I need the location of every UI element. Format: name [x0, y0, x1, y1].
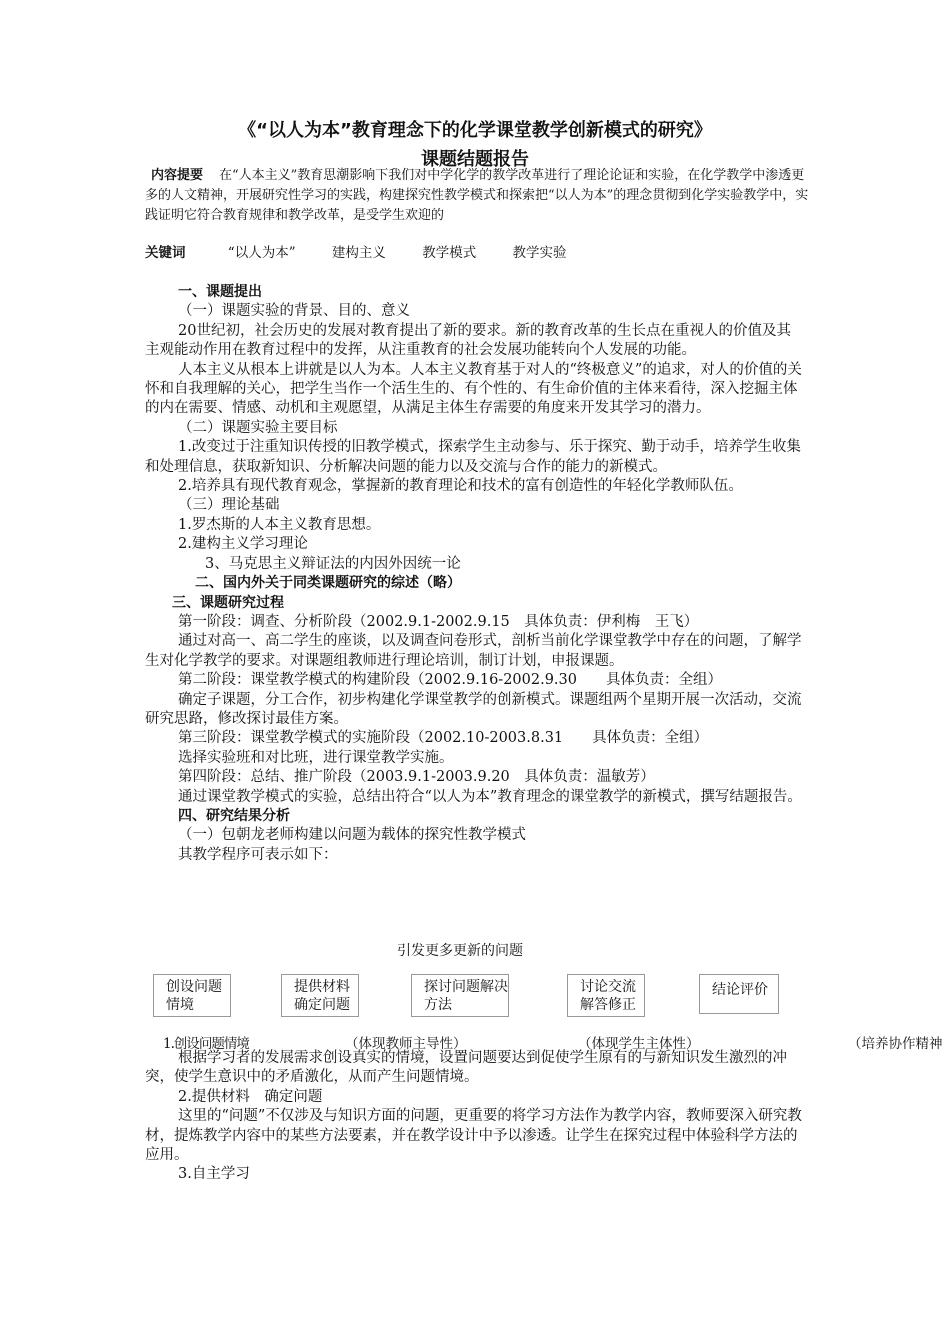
paragraph: 人本主义从根本上讲就是以人为本。人本主义教育基于对人的“终极意义”的追求，对人的价值的关怀和自我理解的关心，把学生当作一个活生生的、有个性的、有生命价值的主体来看待，深入挖掘主体的内在需要、情感、动机和主观愿望，从满足主体生存需要的角度来开发其学习的潜力。	[145, 361, 802, 417]
flow-box-discuss	[567, 974, 645, 1017]
paragraph: 1.罗杰斯的人本主义教育思想。	[178, 516, 381, 533]
paragraph: 其教学程序可表示如下：	[178, 846, 338, 863]
flow-box-line: 提供材料	[294, 979, 350, 995]
paragraph: 1.改变过于注重知识传授的旧教学模式，探索学生主动参与、乐于探究、勤于动手，培养学生收集和处理信息，获取新知识、分析解决问题的能力以及交流与合作的能力的新模式。	[145, 439, 801, 475]
paragraph: 第一阶段：调查、分析阶段（2002.9.1-2002.9.15 具体负责：伊利梅 王飞）	[178, 613, 699, 630]
abstract	[145, 166, 810, 226]
report-subtitle: 课题结题报告	[421, 149, 529, 170]
section-heading: 一、课题提出	[178, 284, 262, 300]
flow-box-create-situation	[153, 974, 231, 1017]
report-body	[145, 282, 805, 865]
keywords	[145, 243, 825, 263]
paragraph: 3、马克思主义辩证法的内因外因统一论	[205, 555, 461, 572]
paragraph: 选择实验班和对比班，进行课堂教学实施。	[178, 749, 454, 766]
paragraph: 2.建构主义学习理论	[178, 536, 308, 553]
paragraph: 20世纪初，社会历史的发展对教育提出了新的要求。新的教育改革的生长点在重视人的价值及其主观能动作用在教育过程中的发挥，从注重教育的社会发展功能转向个人发展的功能。	[145, 322, 791, 359]
paragraph: 通过课堂教学模式的实验，总结出符合“以人为本”教育理念的课堂教学的新模式，撰写结题报告。	[178, 788, 802, 805]
keyword-item: 教学模式	[422, 245, 477, 261]
section-heading: 二、国内外关于同类课题研究的综述（略）	[195, 575, 461, 592]
section-heading: 三、课题研究过程	[172, 594, 284, 611]
flow-box-line: 探讨问题解决	[424, 979, 508, 995]
abstract-label: 内容提要	[151, 168, 204, 183]
paragraph: 第四阶段：总结、推广阶段（2003.9.1-2003.9.20 具体负责：温敏芳）	[178, 769, 655, 786]
paragraph: 确定子课题，分工合作，初步构建化学课堂教学的创新模式。课题组两个星期开展一次活动，交流研究思路，修改探讨最佳方案。	[145, 691, 802, 727]
subsection-heading: （一）课题实验的背景、目的、意义	[178, 303, 410, 320]
flow-box-line: 创设问题	[166, 979, 222, 995]
flow-role-student: （体现学生主体性）	[578, 1036, 700, 1052]
section-heading: 四、研究结果分析	[178, 807, 290, 824]
paragraph: 根据学习者的发展需求创设真实的情境，设置问题要达到促使学生原有的与新知识发生激烈的冲突，使学生意识中的矛盾激化，从而产生问题情境。	[145, 1050, 787, 1086]
subsection-heading: （二）课题实验主要目标	[178, 419, 338, 436]
paragraph: 3.自主学习	[178, 1166, 250, 1183]
report-body-continued	[145, 1049, 805, 1185]
flow-box-line: 解答修正	[580, 997, 636, 1013]
flow-box-line: 结论评价	[712, 982, 768, 998]
subsection-heading: （三）理论基础	[178, 497, 280, 514]
flow-box-line: 确定问题	[294, 997, 350, 1013]
keyword-item: “以人为本”	[227, 245, 296, 261]
paragraph: 2.培养具有现代教育观念，掌握新的教育理论和技术的富有创造性的年轻化学教师队伍。	[178, 478, 743, 495]
keyword-item: 教学实验	[512, 245, 567, 261]
flow-box-conclusion	[699, 974, 779, 1014]
abstract-text: 在“人本主义”教育思潮影响下我们对中学化学的教学改革进行了理论论证和实验，在化学教学中渗透更多的人文精神，开展研究性学习的实践，构建探究性教学模式和探索把“以人为本”的理念贯彻到化学实验教学中，实践证明它符合教育规律和教学改革，是受学生欢迎的	[145, 168, 809, 223]
flow-box-line: 讨论交流	[580, 979, 636, 995]
flow-box-line: 情境	[166, 997, 194, 1013]
paragraph: 这里的“问题”不仅涉及与知识方面的问题，更重要的将学习方法作为教学内容，教师要深入研究教材，提炼教学内容中的某些方法要素，并在教学设计中予以渗透。让学生在探究过程中体验科学方法的应用。	[145, 1108, 802, 1164]
flow-box-line: 方法	[424, 997, 452, 1013]
flow-loop-label: 引发更多更新的问题	[397, 943, 523, 959]
report-title: 《“以人为本”教育理念下的化学课堂教学创新模式的研究》	[238, 120, 712, 141]
subsection-heading: （一）包朝龙老师构建以问题为载体的探究性教学模式	[178, 827, 526, 844]
paragraph: 通过对高一、高二学生的座谈，以及调查问卷形式，剖析当前化学课堂教学中存在的问题，了解学生对化学教学的要求。对课题组教师进行理论培训，制订计划，申报课题。	[145, 633, 802, 669]
paragraph: 第三阶段：课堂教学模式的实施阶段（2002.10-2003.8.31 具体负责：全组）	[178, 730, 709, 747]
flow-role-cooperation: （培养协作精神	[848, 1036, 943, 1052]
flow-role-teacher: （体现教师主导性）	[345, 1036, 467, 1052]
paragraph: 2.提供材料 确定问题	[178, 1088, 323, 1105]
flow-overlap-label: 1.创设问题情境	[163, 1036, 249, 1052]
flow-box-provide-material	[281, 974, 359, 1017]
keywords-label: 关键词	[145, 245, 186, 261]
keyword-item: 建构主义	[331, 245, 386, 261]
flow-box-explore-method	[411, 974, 509, 1017]
paragraph: 第二阶段：课堂教学模式的构建阶段（2002.9.16-2002.9.30 具体负责：全组）	[178, 672, 722, 689]
